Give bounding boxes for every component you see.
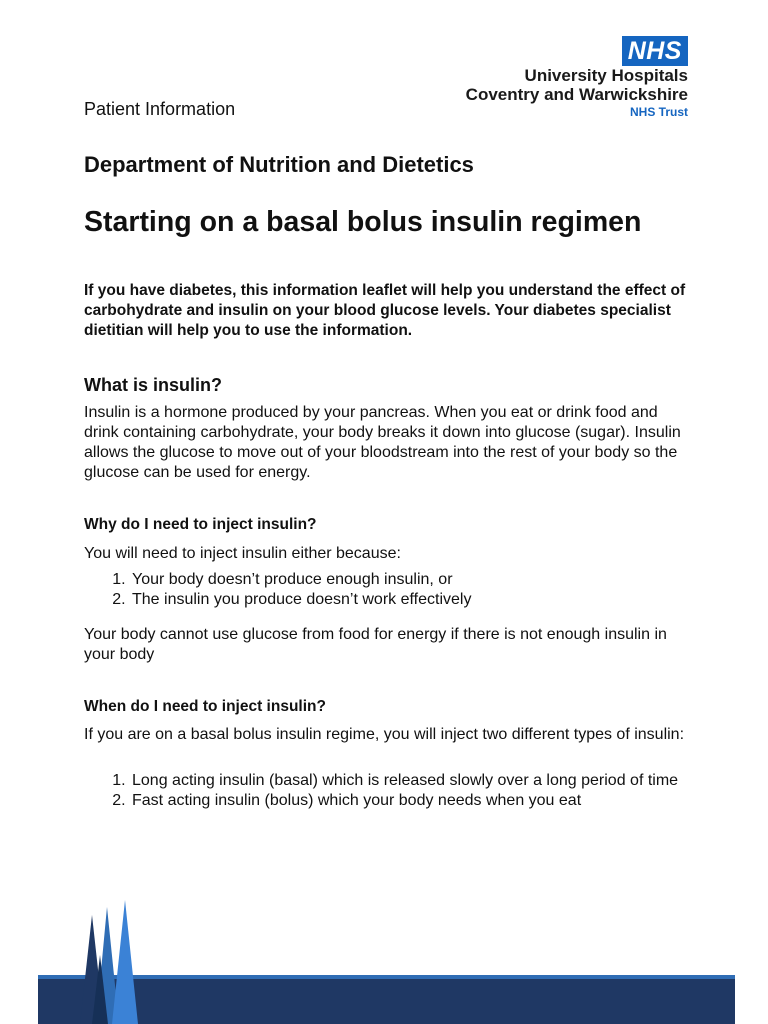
heading-when-inject: When do I need to inject insulin? [84, 698, 326, 715]
footer-spires-graphic [0, 895, 768, 1024]
trust-name-line2: Coventry and Warwickshire [465, 85, 688, 104]
list-item: 2. Fast acting insulin (bolus) which your body needs when you eat [130, 791, 740, 811]
paragraph-why-inject-lead: You will need to inject insulin either because: [84, 545, 401, 562]
paragraph-why-inject-after: Your body cannot use glucose from food for energy if there is not enough insulin in your body [84, 626, 667, 663]
trust-name [466, 66, 688, 104]
spire-right [112, 900, 138, 1024]
footer-band [38, 975, 735, 1024]
paragraph-what-is-insulin: Insulin is a hormone produced by your pancreas. When you eat or drink food and drink containing carbohydrate, your body breaks it down into glucose (sugar). Insulin allows the glucose to move out of your bloodstream into the rest of your body so the glucose can be used for energy. [84, 404, 681, 481]
trust-name-line1: University Hospitals [524, 66, 688, 85]
page-title: Starting on a basal bolus insulin regimen [84, 206, 642, 238]
list-when-inject [84, 771, 740, 811]
list-item: 1. Your body doesn’t produce enough insulin, or [130, 570, 740, 590]
department-heading: Department of Nutrition and Dietetics [84, 152, 474, 177]
heading-why-inject: Why do I need to inject insulin? [84, 516, 317, 533]
list-why-inject [84, 570, 740, 610]
list-item: 2. The insulin you produce doesn’t work effectively [130, 590, 740, 610]
trust-subtitle: NHS Trust [629, 105, 688, 119]
footer-band-highlight [38, 975, 735, 979]
heading-what-is-insulin: What is insulin? [84, 375, 222, 395]
nhs-logo: NHS [622, 36, 688, 66]
list-item: 1. Long acting insulin (basal) which is released slowly over a long period of time [130, 771, 740, 791]
paragraph-when-inject-lead: If you are on a basal bolus insulin regime, you will inject two different types of insulin: [84, 726, 685, 743]
intro-paragraph: If you have diabetes, this information leaflet will help you understand the effect of carbohydrate and insulin on your blood glucose levels. Your diabetes specialist dietitian will help you to use the information. [84, 282, 686, 339]
patient-information-label: Patient Information [84, 99, 236, 119]
